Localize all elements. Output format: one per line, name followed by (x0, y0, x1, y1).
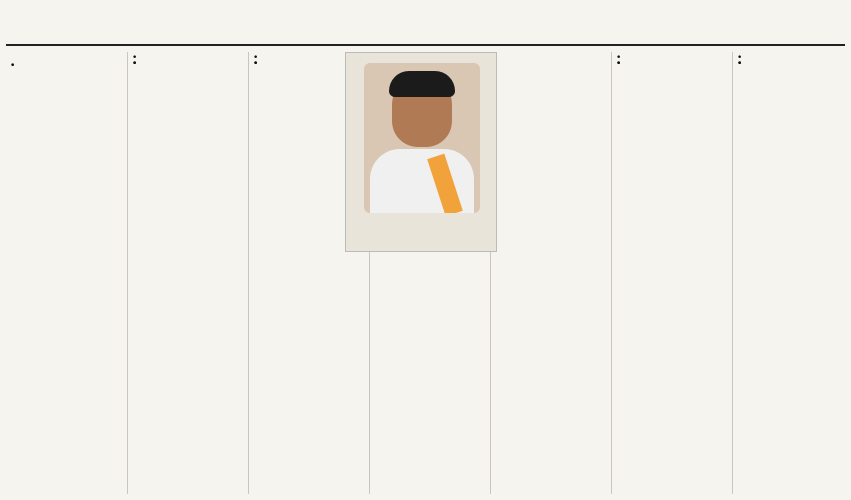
photo-caption (346, 218, 496, 220)
column-6 (611, 52, 724, 494)
portrait-hair (389, 71, 455, 97)
portrait-photo (364, 63, 480, 213)
headline-bar (6, 4, 845, 46)
photo-box (345, 52, 497, 252)
column-2 (127, 52, 240, 494)
column-5 (490, 52, 603, 494)
column-7 (732, 52, 845, 494)
column-1 (6, 52, 119, 494)
